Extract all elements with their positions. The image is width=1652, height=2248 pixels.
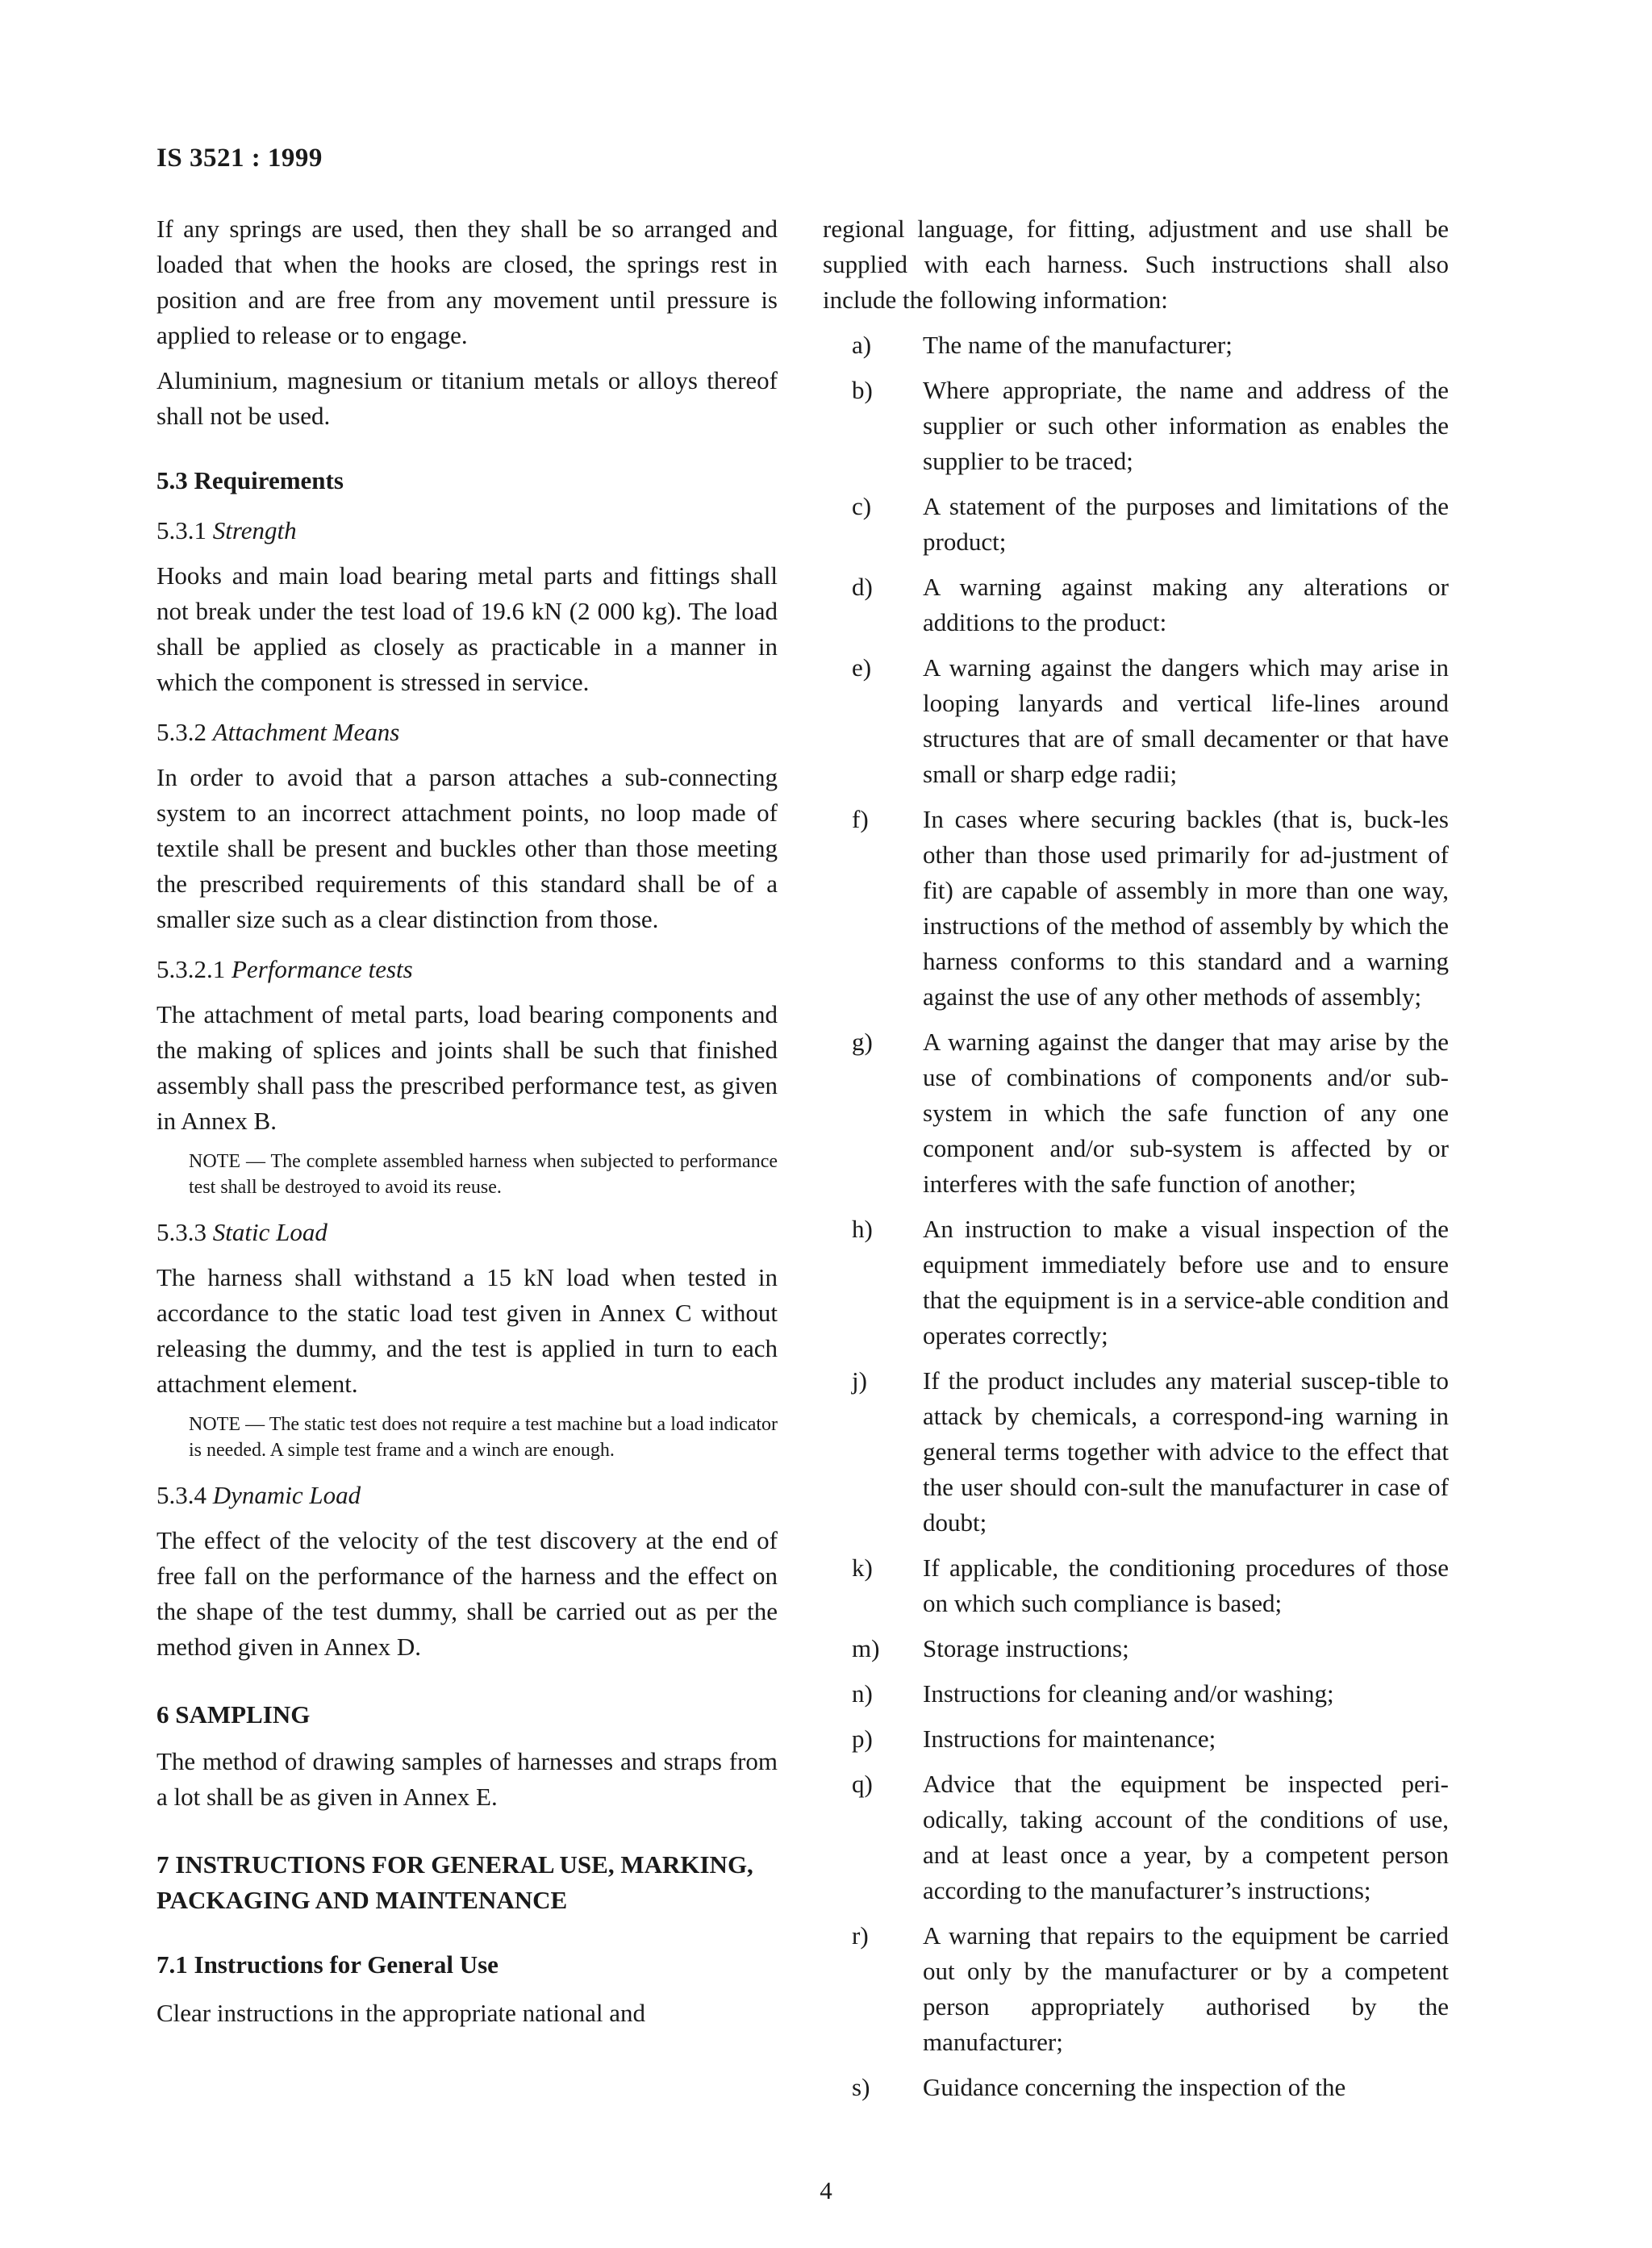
list-item (823, 2070, 1449, 2105)
list-item-marker: k) (852, 1554, 873, 1582)
heading-7: 7 INSTRUCTIONS FOR GENERAL USE, MARKING, PACKAGING AND MAINTENANCE (156, 1850, 753, 1914)
list-item (823, 1676, 1449, 1712)
list-item-text: Storage instructions; (923, 1634, 1129, 1662)
heading-7-1: 7.1 Instructions for General Use (156, 1950, 499, 1979)
heading-5-3-3 (156, 1215, 778, 1250)
list-item-text: In cases where securing backles (that is, buck-les other than those used primarily for ad-justment of fit) are capable of assembly in more than one way, instructions of the method of assembly by which the harness conforms to this standard and a warning against the use of any other methods of assembly; (923, 805, 1449, 1011)
list-item (823, 802, 1449, 1015)
list-item (823, 1550, 1449, 1621)
heading-number: 5.3.2.1 (156, 955, 226, 983)
list-item-text: A warning against the danger that may arise by the use of combinations of components and/or sub-system in which the safe function of any one component and/or sub-system is affected by or interferes with the safe function of another; (923, 1028, 1449, 1198)
heading-number: 5.3.2 (156, 718, 206, 746)
list-item-marker: j) (852, 1366, 867, 1395)
list-item (823, 373, 1449, 479)
list-item-text: A statement of the purposes and limitations of the product; (923, 492, 1449, 556)
list-item-text: If applicable, the conditioning procedures of those on which such compliance is based; (923, 1554, 1449, 1617)
list-item-marker: a) (852, 331, 872, 359)
list-item-text: Advice that the equipment be inspected peri-odically, taking account of the conditions of use, and at least once a year, by a competent person according to the manufacturer’s instructions; (923, 1770, 1449, 1904)
note-static: NOTE — The static test does not require a test machine but a load indicator is needed. A simple test frame and a winch are enough. (189, 1414, 778, 1461)
heading-number: 5.3.4 (156, 1481, 206, 1509)
list-item-text: If the product includes any material suscep-tible to attack by chemicals, a correspond-ing warning in general terms together with advice to the effect that the user should con-sult the manufacturer in case of doubt; (923, 1366, 1449, 1537)
paragraph-5-3-2-1: The attachment of metal parts, load bearing components and the making of splices and joints shall be such that finished assembly shall pass the prescribed performance test, as given in Annex B. (156, 1000, 778, 1135)
list-item-marker: e) (852, 653, 872, 682)
list-item-marker: d) (852, 573, 873, 601)
list-item-text: A warning against the dangers which may arise in looping lanyards and vertical life-lines around structures that are of small decamenter or that have small or sharp edge radii; (923, 653, 1449, 788)
list-item-text: Where appropriate, the name and address of the supplier or such other information as enables the supplier to be traced; (923, 376, 1449, 475)
list-item (823, 489, 1449, 560)
heading-5-3-2-1 (156, 952, 778, 987)
heading-5-3-2 (156, 715, 778, 750)
list-item-text: A warning against making any alterations or additions to the product: (923, 573, 1449, 636)
list-item-text: Instructions for maintenance; (923, 1725, 1216, 1753)
heading-title: Attachment Means (212, 718, 400, 746)
information-list (823, 327, 1449, 2105)
list-item (823, 569, 1449, 640)
paragraph-5-3-1: Hooks and main load bearing metal parts and fittings shall not break under the test load of 19.6 kN (2 000 kg). The load shall be applied as closely as practicable in a manner in which the component is stressed in service. (156, 561, 778, 696)
paragraph-instructions-intro: regional language, for fitting, adjustment and use shall be supplied with each harness. Such instructions shall also include the following information: (823, 215, 1449, 314)
list-item (823, 1766, 1449, 1908)
heading-number: 5.3.1 (156, 516, 206, 544)
page-number: 4 (820, 2176, 832, 2204)
list-item-marker: g) (852, 1028, 873, 1056)
document-header: IS 3521 : 1999 (156, 144, 323, 173)
list-item-text: A warning that repairs to the equipment be carried out only by the manufacturer or by a competent person appropriately authorised by the manufacturer; (923, 1921, 1449, 2056)
heading-title: Dynamic Load (212, 1481, 361, 1509)
left-column (156, 211, 778, 2041)
heading-6-sampling: 6 SAMPLING (156, 1700, 311, 1729)
heading-5-3-4 (156, 1478, 778, 1513)
note-performance: NOTE — The complete assembled harness when subjected to performance test shall be destroyed to avoid its reuse. (189, 1151, 778, 1198)
list-item (823, 1363, 1449, 1541)
list-item-marker: f) (852, 805, 869, 833)
list-item-text: The name of the manufacturer; (923, 331, 1233, 359)
list-item-text: An instruction to make a visual inspection of the equipment immediately before use and to ensure that the equipment is in a service-able condition and operates correctly; (923, 1215, 1449, 1349)
list-item-marker: q) (852, 1770, 873, 1798)
list-item (823, 1721, 1449, 1757)
list-item-marker: n) (852, 1679, 873, 1708)
paragraph-5-3-2: In order to avoid that a parson attaches a sub-connecting system to an incorrect attachment points, no loop made of textile shall be present and buckles other than those meeting the prescribed requirements of this standard shall be of a smaller size such as a clear distinction from those. (156, 763, 778, 933)
paragraph-metals: Aluminium, magnesium or titanium metals or alloys thereof shall not be used. (156, 366, 778, 430)
paragraph-5-3-4: The effect of the velocity of the test discovery at the end of free fall on the performance of the harness and the effect on the shape of the test dummy, shall be carried out as per the method given in Annex D. (156, 1526, 778, 1661)
list-item (823, 327, 1449, 363)
list-item (823, 650, 1449, 792)
paragraph-7-1: Clear instructions in the appropriate national and (156, 1999, 646, 2027)
paragraph-5-3-3: The harness shall withstand a 15 kN load when tested in accordance to the static load test given in Annex C without releasing the dummy, and the test is applied in turn to each attachment element. (156, 1263, 778, 1398)
list-item (823, 1212, 1449, 1353)
list-item (823, 1024, 1449, 1202)
heading-number: 5.3.3 (156, 1218, 206, 1246)
list-item-marker: b) (852, 376, 873, 404)
paragraph-6: The method of drawing samples of harnesses and straps from a lot shall be as given in Annex E. (156, 1747, 778, 1811)
heading-5-3-1 (156, 513, 778, 548)
list-item-marker: p) (852, 1725, 873, 1753)
heading-title: Performance tests (232, 955, 413, 983)
list-item-text: Guidance concerning the inspection of the (923, 2073, 1346, 2101)
list-item-marker: h) (852, 1215, 873, 1243)
heading-title: Strength (212, 516, 297, 544)
list-item-text: Instructions for cleaning and/or washing; (923, 1679, 1334, 1708)
right-column (823, 211, 1449, 2115)
list-item (823, 1631, 1449, 1666)
heading-5-3: 5.3 Requirements (156, 466, 344, 494)
list-item-marker: c) (852, 492, 872, 520)
heading-title: Static Load (212, 1218, 327, 1246)
paragraph-springs: If any springs are used, then they shall be so arranged and loaded that when the hooks are closed, the springs rest in position and are free from any movement until pressure is applied to release or to engage. (156, 215, 778, 349)
list-item-marker: r) (852, 1921, 869, 1950)
list-item (823, 1918, 1449, 2060)
list-item-marker: m) (852, 1634, 880, 1662)
list-item-marker: s) (852, 2073, 870, 2101)
